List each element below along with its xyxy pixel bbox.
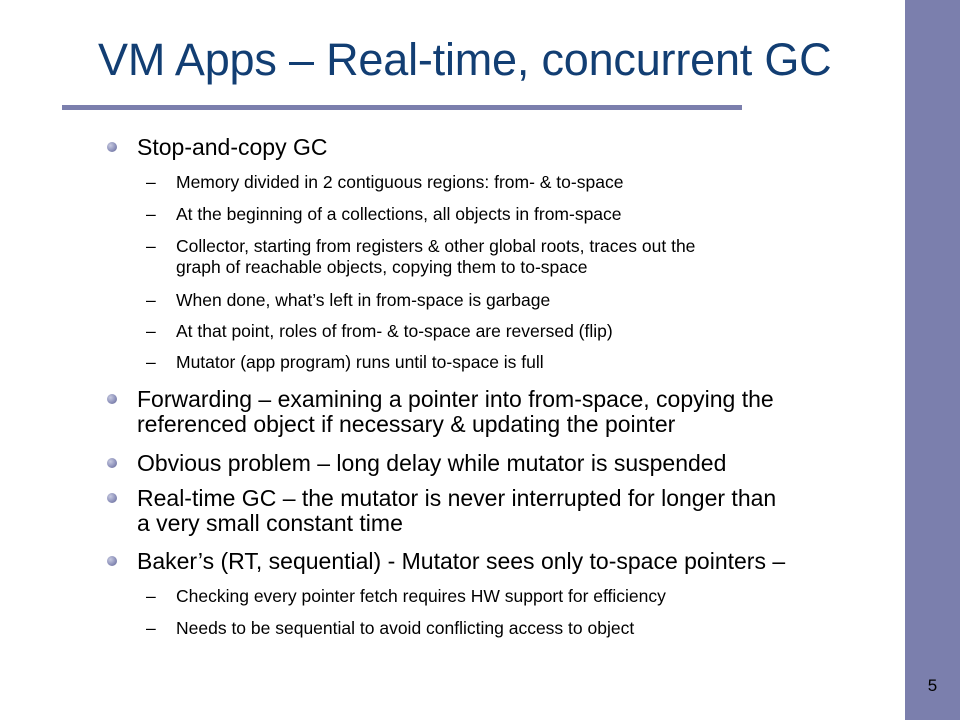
dash-marker: – xyxy=(146,290,156,310)
sub-bullet-item xyxy=(146,618,635,639)
sub-bullet-text-line: Collector, starting from registers & other global roots, traces out the xyxy=(176,236,696,256)
bullet-text: Stop-and-copy GC xyxy=(137,134,328,160)
bullet-item xyxy=(137,135,327,160)
sub-bullet-text: Needs to be sequential to avoid conflicting access to object xyxy=(176,618,635,638)
bullet-text-line: Forwarding – examining a pointer into from-space, copying the xyxy=(137,386,774,412)
bullet-item xyxy=(137,549,785,574)
dash-marker: – xyxy=(146,352,156,372)
slide-page-number: 5 xyxy=(927,676,938,695)
bullet-dot-icon xyxy=(107,556,117,566)
dash-marker: – xyxy=(146,204,156,224)
bullet-text-line: referenced object if necessary & updating the pointer xyxy=(137,411,676,437)
sub-bullet-item xyxy=(146,204,622,225)
sub-bullet-text: Memory divided in 2 contiguous regions: from- & to-space xyxy=(176,172,624,192)
bullet-item xyxy=(137,451,726,476)
sub-bullet-item xyxy=(146,586,666,607)
bullet-text: Obvious problem – long delay while mutator is suspended xyxy=(137,450,727,476)
sub-bullet-item xyxy=(146,236,696,278)
bullet-item xyxy=(137,387,774,437)
slide-title: VM Apps – Real-time, concurrent GC xyxy=(98,34,832,85)
dash-marker: – xyxy=(146,172,156,192)
bullet-text-line: a very small constant time xyxy=(137,510,403,536)
bullet-dot-icon xyxy=(107,142,117,152)
sub-bullet-text: Mutator (app program) runs until to-space is full xyxy=(176,352,544,372)
bullet-dot-icon xyxy=(107,394,117,404)
sub-bullet-text-line: graph of reachable objects, copying them to to-space xyxy=(176,257,588,277)
bullet-text: Baker’s (RT, sequential) - Mutator sees only to-space pointers – xyxy=(137,548,786,574)
dash-marker: – xyxy=(146,586,156,606)
sub-bullet-item xyxy=(146,172,624,193)
dash-marker: – xyxy=(146,618,156,638)
bullet-dot-icon xyxy=(107,458,117,468)
sub-bullet-item xyxy=(146,321,613,342)
dash-marker: – xyxy=(146,321,156,341)
sub-bullet-item xyxy=(146,290,551,311)
bullet-item xyxy=(137,486,776,536)
sub-bullet-text: Checking every pointer fetch requires HW support for efficiency xyxy=(176,586,666,606)
sub-bullet-text: At the beginning of a collections, all objects in from-space xyxy=(176,204,622,224)
dash-marker: – xyxy=(146,236,156,256)
sub-bullet-text: At that point, roles of from- & to-space are reversed (flip) xyxy=(176,321,613,341)
slide-sidebar-band xyxy=(905,0,960,720)
sub-bullet-text: When done, what’s left in from-space is garbage xyxy=(176,290,551,310)
bullet-text-line: Real-time GC – the mutator is never interrupted for longer than xyxy=(137,485,777,511)
bullet-dot-icon xyxy=(107,493,117,503)
sub-bullet-item xyxy=(146,352,544,373)
